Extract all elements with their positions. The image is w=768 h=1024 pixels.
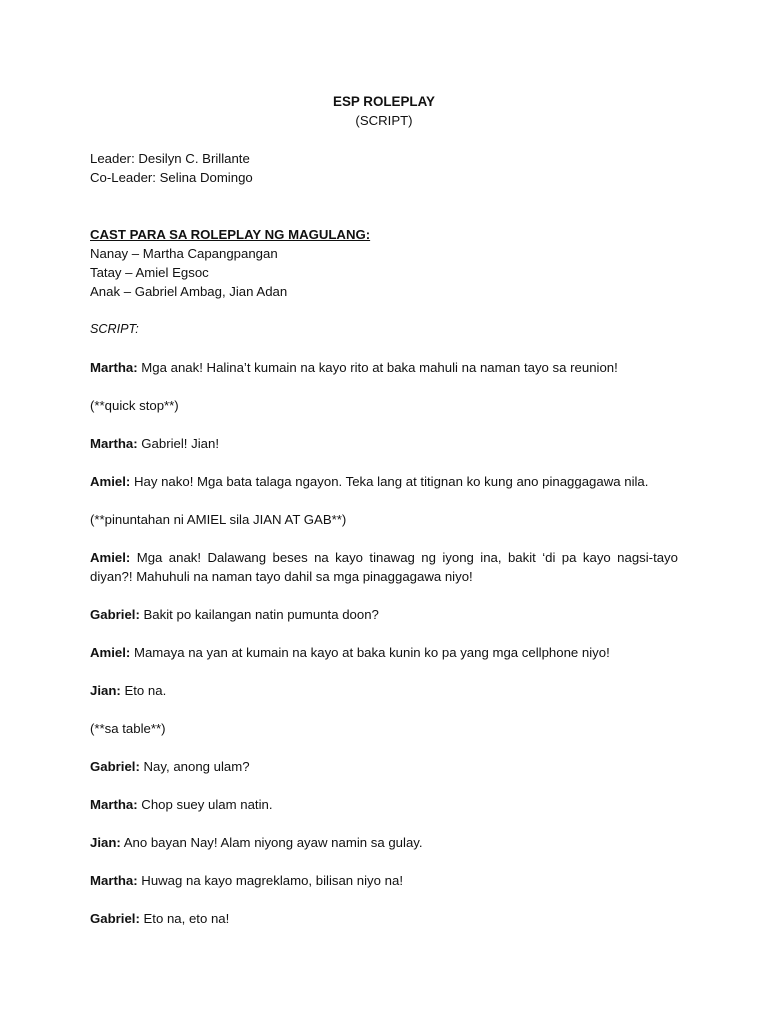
cast-item: Nanay – Martha Capangpangan <box>90 246 278 261</box>
cast-item: Tatay – Amiel Egsoc <box>90 265 209 280</box>
speaker-name: Martha: <box>90 873 138 888</box>
speaker-name: Martha: <box>90 436 138 451</box>
co-leader-line: Co-Leader: Selina Domingo <box>90 170 253 185</box>
script-lines <box>90 358 678 928</box>
dialogue-line <box>90 871 678 890</box>
dialogue-text: Eto na. <box>124 683 167 698</box>
speaker-name: Gabriel: <box>90 607 140 622</box>
dialogue-line <box>90 795 678 814</box>
dialogue-line <box>90 434 678 453</box>
speaker-name: Jian: <box>90 835 121 850</box>
dialogue-text: Huwag na kayo magreklamo, bilisan niyo na! <box>141 873 403 888</box>
dialogue-line <box>90 605 678 624</box>
speaker-name: Amiel: <box>90 645 131 660</box>
speaker-name: Jian: <box>90 683 121 698</box>
stage-direction: (**pinuntahan ni AMIEL sila JIAN AT GAB**) <box>90 512 347 527</box>
document-title: ESP ROLEPLAY <box>333 94 435 109</box>
speaker-name: Amiel: <box>90 550 131 565</box>
dialogue-text: Nay, anong ulam? <box>143 759 250 774</box>
leaders-block <box>90 149 678 187</box>
document-body <box>90 92 678 928</box>
dialogue-text: Mga anak! Halina’t kumain na kayo rito at baka mahuli na naman tayo sa reunion! <box>141 360 618 375</box>
dialogue-text: Bakit po kailangan natin pumunta doon? <box>143 607 379 622</box>
dialogue-text: Ano bayan Nay! Alam niyong ayaw namin sa gulay. <box>123 835 423 850</box>
speaker-name: Martha: <box>90 797 138 812</box>
dialogue-line <box>90 548 678 586</box>
dialogue-text: Eto na, eto na! <box>143 911 230 926</box>
stage-direction: (**sa table**) <box>90 721 166 736</box>
dialogue-line <box>90 681 678 700</box>
dialogue-line <box>90 757 678 776</box>
script-label: SCRIPT: <box>90 322 139 336</box>
cast-item: Anak – Gabriel Ambag, Jian Adan <box>90 284 288 299</box>
dialogue-text: Hay nako! Mga bata talaga ngayon. Teka lang at titignan ko kung ano pinaggagawa nila. <box>133 474 649 489</box>
speaker-name: Martha: <box>90 360 138 375</box>
dialogue-line <box>90 643 678 662</box>
speaker-name: Gabriel: <box>90 911 140 926</box>
dialogue-line <box>90 472 678 491</box>
dialogue-line <box>90 909 678 928</box>
speaker-name: Gabriel: <box>90 759 140 774</box>
dialogue-text: Gabriel! Jian! <box>141 436 219 451</box>
document-subtitle: (SCRIPT) <box>355 113 413 128</box>
speaker-name: Amiel: <box>90 474 131 489</box>
leader-line: Leader: Desilyn C. Brillante <box>90 151 250 166</box>
cast-list <box>90 244 678 301</box>
dialogue-text: Mamaya na yan at kumain na kayo at baka kunin ko pa yang mga cellphone niyo! <box>133 645 610 660</box>
stage-direction: (**quick stop**) <box>90 398 179 413</box>
dialogue-line <box>90 358 678 377</box>
cast-heading: CAST PARA SA ROLEPLAY NG MAGULANG: <box>90 227 371 242</box>
dialogue-text: Mga anak! Dalawang beses na kayo tinawag ng iyong ina, bakit ‘di pa kayo nagsi-tayo diyan?! Mahuhuli na naman tayo dahil sa mga pinaggagawa niyo! <box>90 550 678 584</box>
dialogue-line <box>90 833 678 852</box>
dialogue-text: Chop suey ulam natin. <box>141 797 273 812</box>
